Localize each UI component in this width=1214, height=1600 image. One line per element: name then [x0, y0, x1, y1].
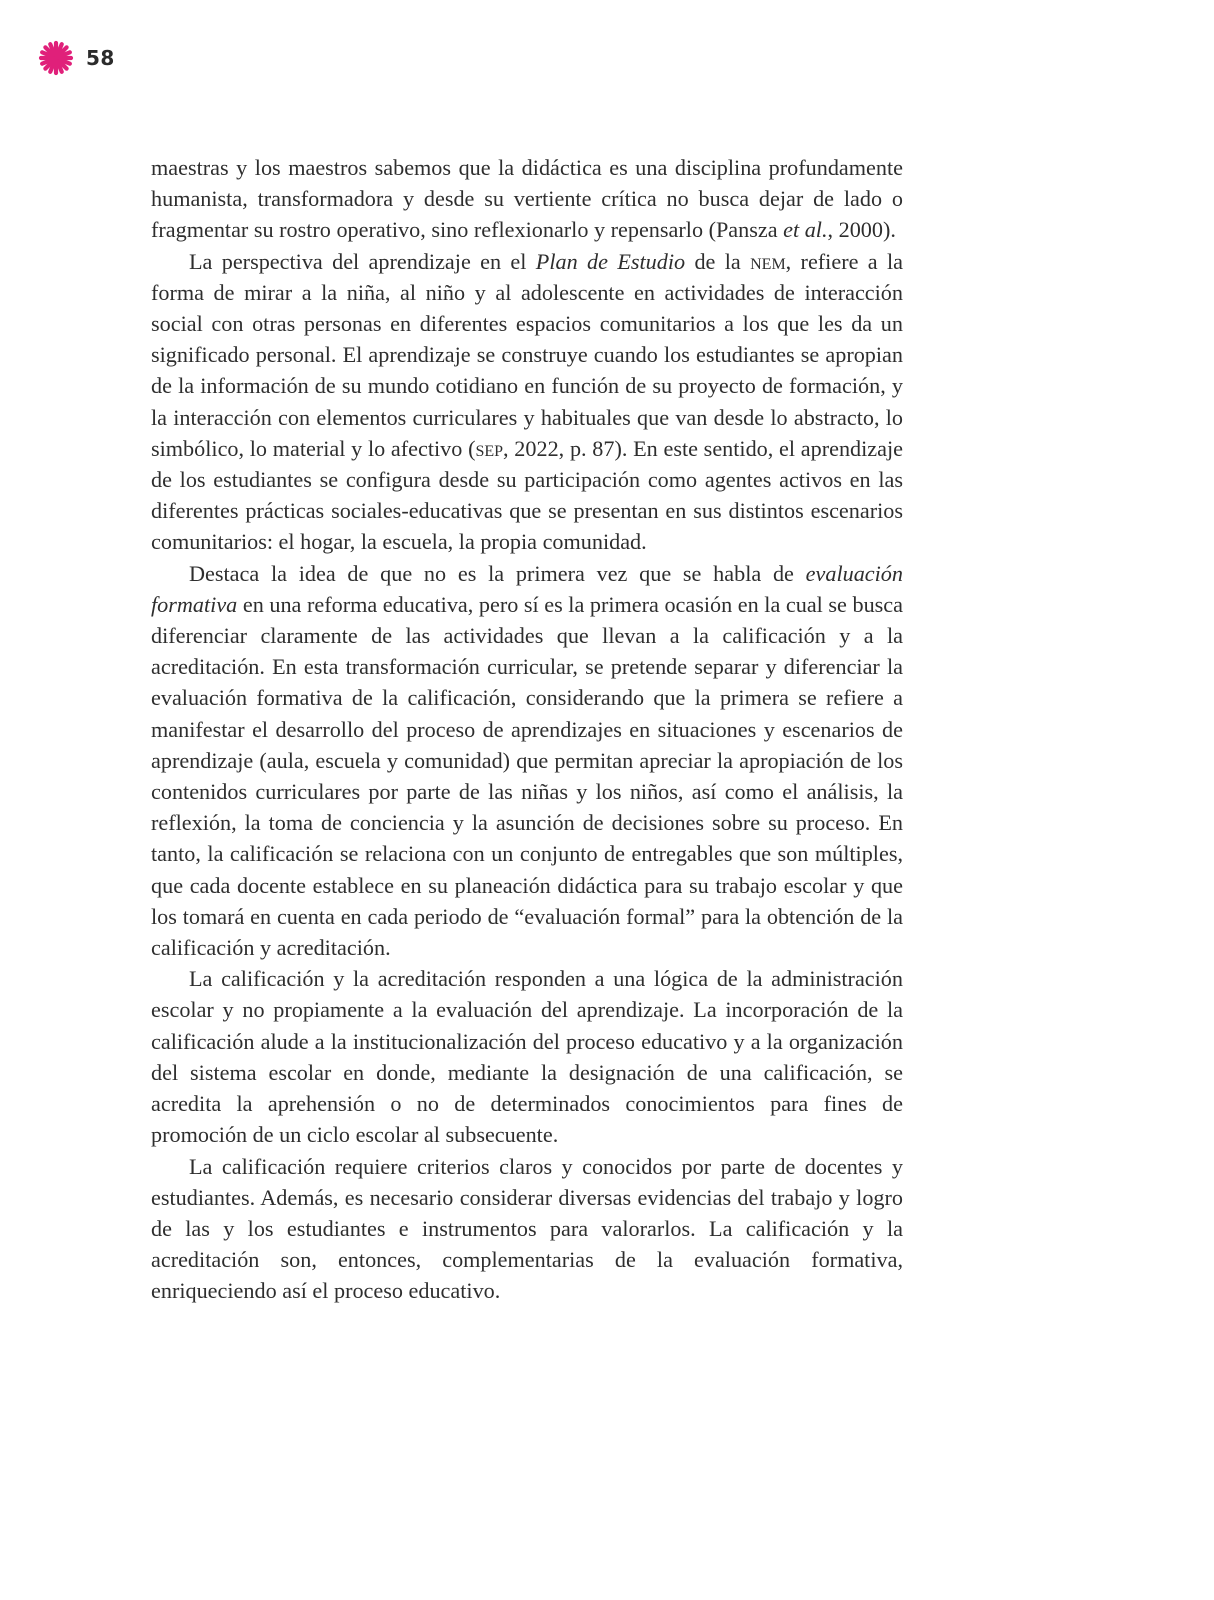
text-run: en una reforma educativa, pero sí es la primera ocasión en la cual se busca diferenciar claramente de las actividades que llevan a la calificación y a la acreditación. En esta transformación curricular, se pretende separar y diferenciar la evaluación formativa de la calificación, considerando que la primera se refiere a manifestar el desarrollo del proceso de aprendizajes en situaciones y escenarios de aprendizaje (aula, escuela y comunidad) que permitan apreciar la apropiación de los contenidos curriculares por parte de las niñas y los niños, así como el análisis, la reflexión, la toma de conciencia y la asunción de decisiones sobre su proceso. En tanto, la calificación se relaciona con un conjunto de entregables que son múltiples, que cada docente establece en su planeación didáctica para su trabajo escolar y que los tomará en cuenta en cada periodo de “evaluación formal” para la obtención de la calificación y acreditación. [151, 591, 903, 961]
page-number: 58 [86, 46, 115, 70]
asterisk-icon [36, 38, 76, 78]
paragraph-p2 [151, 246, 903, 558]
text-run: , 2022, p. 87). En este sentido, el aprendizaje de los estudiantes se configura desde su participación como agentes activos en las diferentes prácticas sociales-educativas que se presentan en sus distintos escenarios comunitarios: el hogar, la escuela, la propia comunidad. [151, 435, 903, 555]
text-run: La perspectiva del aprendizaje en el [189, 248, 536, 274]
text-run: La calificación y la acreditación responden a una lógica de la administración escolar y no propiamente a la evaluación del aprendizaje. La incorporación de la calificación alude a la institucionalización del proceso educativo y a la organización del sistema escolar en donde, mediante la designación de una calificación, se acredita la aprehensión o no de determinados conocimientos para fines de promoción de un ciclo escolar al subsecuente. [151, 966, 903, 1148]
text-run: , refiere a la forma de mirar a la niña, al niño y al adolescente en actividades de interacción social con otras personas en diferentes espacios comunitarios a los que les da un significado personal. El aprendizaje se construye cuando los estudiantes se apropian de la información de su mundo cotidiano en función de su proyecto de formación, y la interacción con elementos curriculares y habituales que van desde lo abstracto, lo simbólico, lo material y lo afectivo ( [151, 248, 903, 461]
paragraph-p1 [151, 152, 903, 246]
italic-run: evaluación formativa [151, 560, 903, 617]
smallcaps-run: sep [475, 435, 504, 461]
smallcaps-run: nem [750, 248, 786, 274]
paragraph-p4 [151, 963, 903, 1150]
text-run: maestras y los maestros sabemos que la didáctica es una disciplina profundamente humanista, transformadora y desde su vertiente crítica no busca dejar de lado o fragmentar su rostro operativo, sino reflexionarlo y repensarlo (Pansza [151, 155, 903, 243]
text-run: Destaca la idea de que no es la primera vez que se habla de [189, 560, 806, 586]
paragraph-p5 [151, 1151, 903, 1307]
text-run: de la [685, 248, 751, 274]
italic-run: et al. [783, 217, 828, 243]
paragraph-p3 [151, 558, 903, 964]
text-run: , 2000). [827, 217, 896, 243]
body-text [151, 152, 903, 1307]
italic-run: Plan de Estudio [535, 248, 686, 274]
text-run: La calificación requiere criterios claros y conocidos por parte de docentes y estudiantes. Además, es necesario considerar diversas evidencias del trabajo y logro de las y los estudiantes e instrumentos para valorarlos. La calificación y la acreditación son, entonces, complementarias de la evaluación formativa, enriqueciendo así el proceso educativo. [151, 1153, 903, 1304]
page-header [36, 38, 115, 78]
